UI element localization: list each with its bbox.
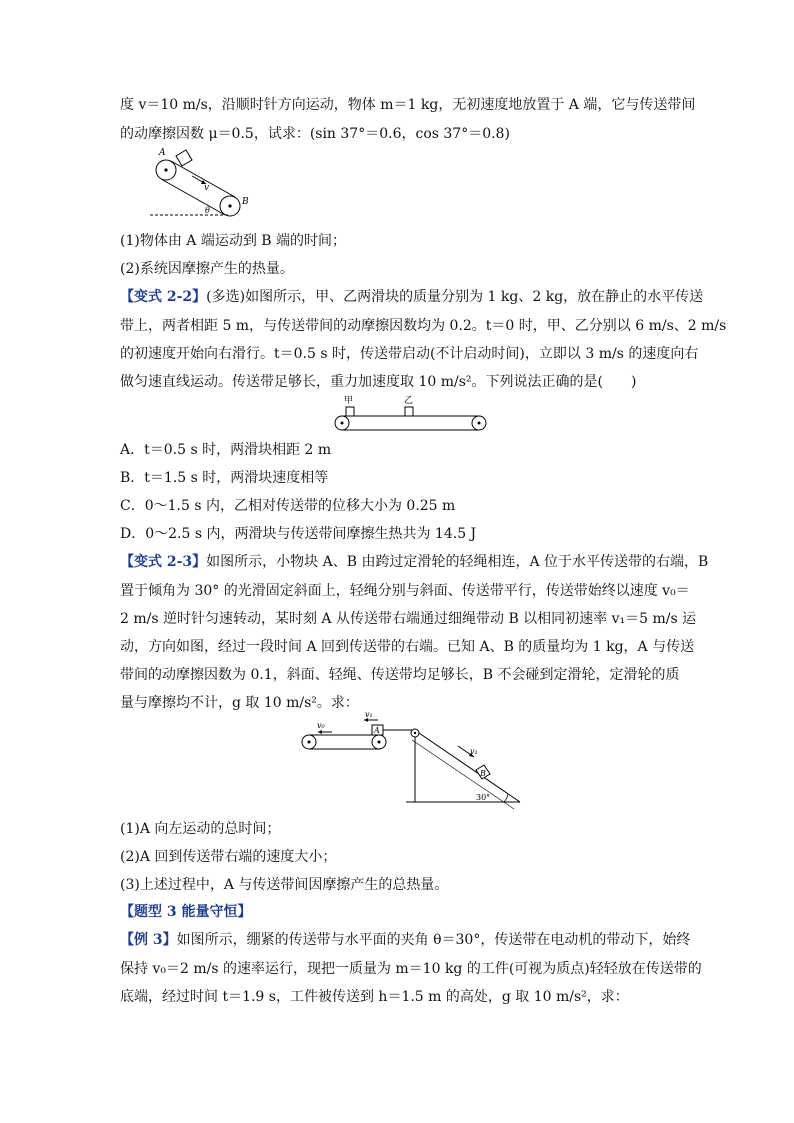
question-line: [120, 553, 708, 571]
label-A: A: [374, 726, 380, 735]
question-line: [120, 931, 690, 949]
text-line: 2 m/s 逆时针匀速转动，某时刻 A 从传送带右端通过细绳带动 B 以相同初速率 v₁＝5 m/s 运: [120, 611, 697, 627]
text-line: 保持 v₀＝2 m/s 的速率运行，现把一质量为 m＝10 kg 的工件(可视为质点)轻轻放在传送带的: [120, 961, 702, 977]
question-tag: 【变式 2-3】: [120, 554, 207, 570]
text-line: 量与摩擦均不计，g 取 10 m/s²。求：: [120, 695, 359, 711]
label-theta: θ: [205, 206, 210, 215]
section-heading: 【题型 3 能量守恒】: [120, 904, 252, 920]
text-line: 的初速度开始向右滑行。t＝0.5 s 时，传送带启动(不计启动时间)，立即以 3 m/s 的速度向右: [120, 346, 699, 362]
option-C: C．0～1.5 s 内，乙相对传送带的位移大小为 0.25 m: [120, 498, 456, 514]
label-yi: 乙: [404, 396, 414, 406]
label-v1-incline: v₁: [470, 747, 478, 756]
text-line: 如图所示，小物块 A、B 由跨过定滑轮的轻绳相连，A 位于水平传送带的右端，B: [206, 554, 709, 570]
text-line: 带间的动摩擦因数为 0.1，斜面、轻绳、传送带均足够长，B 不会碰到定滑轮，定滑轮的质: [120, 667, 680, 683]
label-jia: 甲: [344, 396, 354, 406]
label-v1: v₁: [365, 710, 373, 719]
text-line: (2)A 回到传送带右端的速度大小；: [120, 849, 337, 865]
text-line: (1)物体由 A 端运动到 B 端的时间；: [120, 233, 347, 249]
text-line: 带上，两者相距 5 m，与传送带间的动摩擦因数均为 0.2。t＝0 时，甲、乙分别以 6 m/s、2 m/s: [120, 318, 727, 334]
text-line: (多选)如图所示，甲、乙两滑块的质量分别为 1 kg、2 kg，放在静止的水平传送: [206, 289, 704, 305]
inclined-conveyor-figure: [150, 146, 260, 222]
text-line: 做匀速直线运动。传送带足够长，重力加速度取 10 m/s²。下列说法正确的是( ): [120, 374, 637, 390]
text-line: (2)系统因摩擦产生的热量。: [120, 261, 294, 277]
text-line: (3)上述过程中，A 与传送带间因摩擦产生的总热量。: [120, 877, 449, 893]
label-B: B: [242, 197, 249, 207]
option-B: B．t＝1.5 s 时，两滑块速度相等: [120, 470, 329, 486]
question-tag: 【变式 2-2】: [120, 289, 207, 305]
text-line: 底端，经过时间 t＝1.9 s，工件被传送到 h＝1.5 m 的高处，g 取 10 m/s²，求：: [120, 989, 629, 1005]
option-D: D．0～2.5 s 内，两滑块与传送带间摩擦生热共为 14.5 J: [120, 526, 477, 542]
text-line: (1)A 向左运动的总时间；: [120, 821, 281, 837]
label-B: B: [480, 769, 486, 778]
label-v: v: [204, 183, 210, 193]
option-A: A．t＝0.5 s 时，两滑块相距 2 m: [120, 442, 332, 458]
label-v0: v₀: [317, 721, 325, 730]
label-A: A: [159, 148, 166, 158]
question-tag: 【例 3】: [120, 932, 177, 948]
text-line: 动，方向如图，经过一段时间 A 回到传送带的右端。已知 A、B 的质量均为 1 kg，A 与传送: [120, 639, 695, 655]
label-angle: 30°: [476, 793, 491, 802]
pulley-incline-figure: [298, 710, 524, 810]
text-line: 度 v＝10 m/s，沿顺时针方向运动，物体 m＝1 kg，无初速度地放置于 A 端，它与传送带间: [120, 97, 696, 113]
horizontal-conveyor-figure: [333, 393, 489, 433]
question-line: [120, 288, 703, 306]
text-line: 的动摩擦因数 μ＝0.5，试求：(sin 37°＝0.6，cos 37°＝0.8): [120, 126, 510, 142]
text-line: 如图所示，绷紧的传送带与水平面的夹角 θ＝30°，传送带在电动机的带动下，始终: [176, 932, 691, 948]
text-line: 置于倾角为 30° 的光滑固定斜面上，轻绳分别与斜面、传送带平行，传送带始终以速度 v₀＝: [120, 583, 690, 599]
